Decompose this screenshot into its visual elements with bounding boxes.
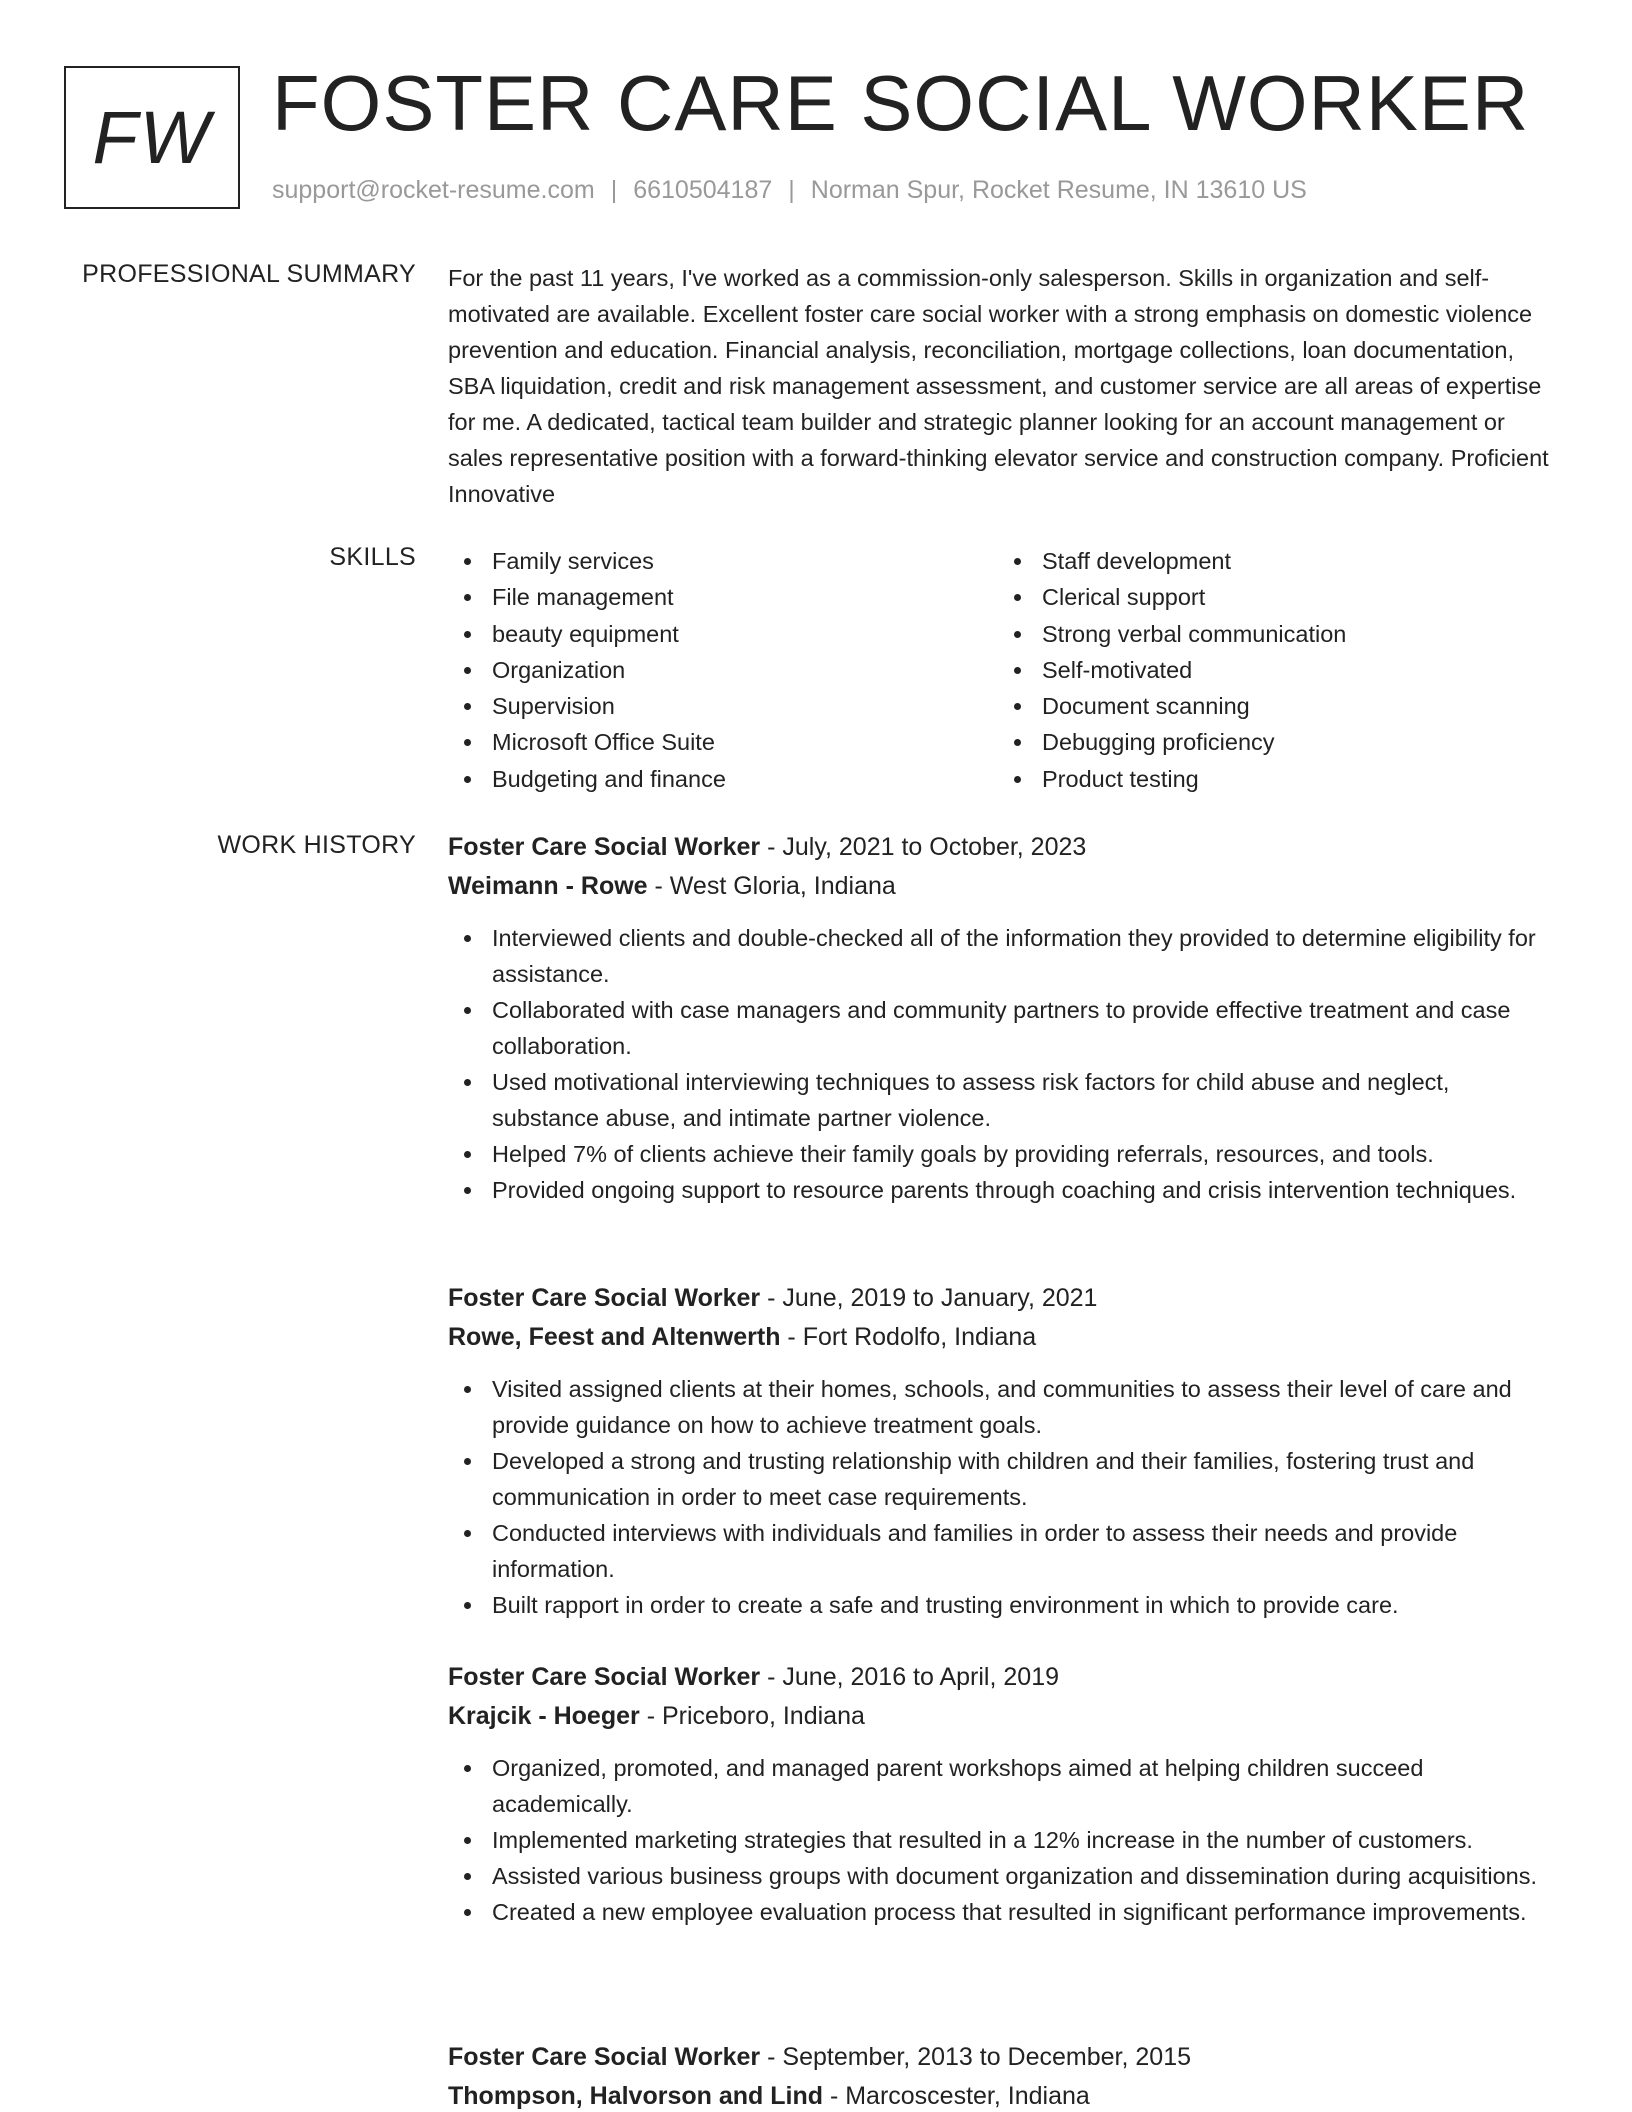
job-bullet: Helped 7% of clients achieve their family goals by providing referrals, resources, and tools.	[448, 1136, 1560, 1172]
job-bullet: Visited assigned clients at their homes, schools, and communities to assess their level of care and provide guidance on how to achieve treatment goals.	[448, 1371, 1560, 1443]
job-bullet: Assisted various business groups with document organization and dissemination during acquisitions.	[448, 1858, 1560, 1894]
summary-text: For the past 11 years, I've worked as a commission-only salesperson. Skills in organization and self-motivated are available. Excellent foster care social worker with a strong emphasis on domestic violence prevention and education. Financial analysis, reconciliation, mortgage collections, loan documentation, SBA liquidation, credit and risk management assessment, and customer service are all areas of expertise for me. A dedicated, tactical team builder and strategic planner looking for an account management or sales representative position with a forward-thinking elevator service and construction company. Proficient Innovative	[448, 265, 1549, 507]
job-dates: - September, 2013 to December, 2015	[767, 2043, 1192, 2071]
job-bullet: Interviewed clients and double-checked all of the information they provided to determine eligibility for assistance.	[448, 920, 1560, 992]
job-role: Foster Care Social Worker	[448, 2043, 761, 2071]
contact-phone[interactable]: 6610504187	[633, 176, 773, 204]
work-history-heading: WORK HISTORY	[217, 831, 416, 859]
job-bullet: Used motivational interviewing techniques to assess risk factors for child abuse and neglect, substance abuse, and intimate partner violence.	[448, 1064, 1560, 1136]
job-title-line	[448, 1658, 1560, 1697]
skill-item: Family services	[448, 543, 998, 579]
job-location: - Priceboro, Indiana	[646, 1702, 865, 1730]
job-bullet: Created a new employee evaluation process that resulted in significant performance improvements.	[448, 1894, 1560, 1930]
job-entry	[448, 1279, 1560, 1623]
job-bullets	[448, 920, 1560, 1208]
skill-item: Clerical support	[998, 579, 1548, 615]
job-company: Rowe, Feest and Altenwerth	[448, 1323, 781, 1351]
job-entry	[448, 2038, 1560, 2112]
skill-item: Document scanning	[998, 688, 1548, 724]
job-bullet: Built rapport in order to create a safe and trusting environment in which to provide care.	[448, 1587, 1560, 1623]
skill-item: Product testing	[998, 761, 1548, 797]
skill-item: Budgeting and finance	[448, 761, 998, 797]
job-bullet: Organized, promoted, and managed parent workshops aimed at helping children succeed academically.	[448, 1750, 1560, 1822]
contact-address: Norman Spur, Rocket Resume, IN 13610 US	[810, 176, 1307, 204]
skills-column-left	[448, 543, 998, 797]
job-bullet: Provided ongoing support to resource parents through coaching and crisis intervention techniques.	[448, 1172, 1560, 1208]
job-company: Thompson, Halvorson and Lind	[448, 2082, 823, 2110]
contact-separator: |	[788, 176, 795, 204]
skill-item: Debugging proficiency	[998, 724, 1548, 760]
job-entry	[448, 1658, 1560, 1930]
job-location: - Marcoscester, Indiana	[829, 2082, 1090, 2110]
job-company-line	[448, 2077, 1560, 2112]
monogram-logo: FW	[64, 66, 240, 209]
job-role: Foster Care Social Worker	[448, 833, 761, 861]
job-title-line	[448, 1279, 1560, 1318]
skill-item: Strong verbal communication	[998, 616, 1548, 652]
job-company-line	[448, 867, 1560, 906]
skills-heading: SKILLS	[329, 543, 416, 571]
resume-title: FOSTER CARE SOCIAL WORKER	[272, 59, 1530, 147]
job-bullet: Collaborated with case managers and community partners to provide effective treatment and case collaboration.	[448, 992, 1560, 1064]
skill-item: beauty equipment	[448, 616, 998, 652]
job-bullet: Implemented marketing strategies that resulted in a 12% increase in the number of customers.	[448, 1822, 1560, 1858]
contact-line	[272, 176, 1307, 205]
contact-email[interactable]: support@rocket-resume.com	[272, 176, 595, 204]
contact-separator: |	[610, 176, 618, 204]
job-dates: - June, 2019 to January, 2021	[767, 1284, 1098, 1312]
job-bullet: Developed a strong and trusting relationship with children and their families, fostering trust and communication in order to meet case requirements.	[448, 1443, 1560, 1515]
job-dates: - July, 2021 to October, 2023	[767, 833, 1087, 861]
job-company: Krajcik - Hoeger	[448, 1702, 640, 1730]
resume-header	[64, 59, 1592, 210]
job-entry	[448, 828, 1560, 1208]
job-location: - West Gloria, Indiana	[654, 872, 896, 900]
skills-list	[448, 543, 1560, 797]
skill-item: Supervision	[448, 688, 998, 724]
skill-item: Staff development	[998, 543, 1548, 579]
summary-heading: PROFESSIONAL SUMMARY	[82, 260, 416, 288]
job-role: Foster Care Social Worker	[448, 1663, 761, 1691]
skill-item: File management	[448, 579, 998, 615]
skill-item: Organization	[448, 652, 998, 688]
job-company: Weimann - Rowe	[448, 872, 648, 900]
job-company-line	[448, 1697, 1560, 1736]
job-bullets	[448, 1750, 1560, 1930]
job-company-line	[448, 1318, 1560, 1357]
jobs-container	[448, 828, 1560, 2108]
skill-item: Microsoft Office Suite	[448, 724, 998, 760]
job-bullets	[448, 1371, 1560, 1623]
job-dates: - June, 2016 to April, 2019	[767, 1663, 1059, 1691]
skill-item: Self-motivated	[998, 652, 1548, 688]
job-role: Foster Care Social Worker	[448, 1284, 761, 1312]
job-title-line	[448, 2038, 1560, 2077]
job-location: - Fort Rodolfo, Indiana	[787, 1323, 1037, 1351]
job-title-line	[448, 828, 1560, 867]
job-bullet: Conducted interviews with individuals and families in order to assess their needs and provide information.	[448, 1515, 1560, 1587]
skills-column-right	[998, 543, 1548, 797]
